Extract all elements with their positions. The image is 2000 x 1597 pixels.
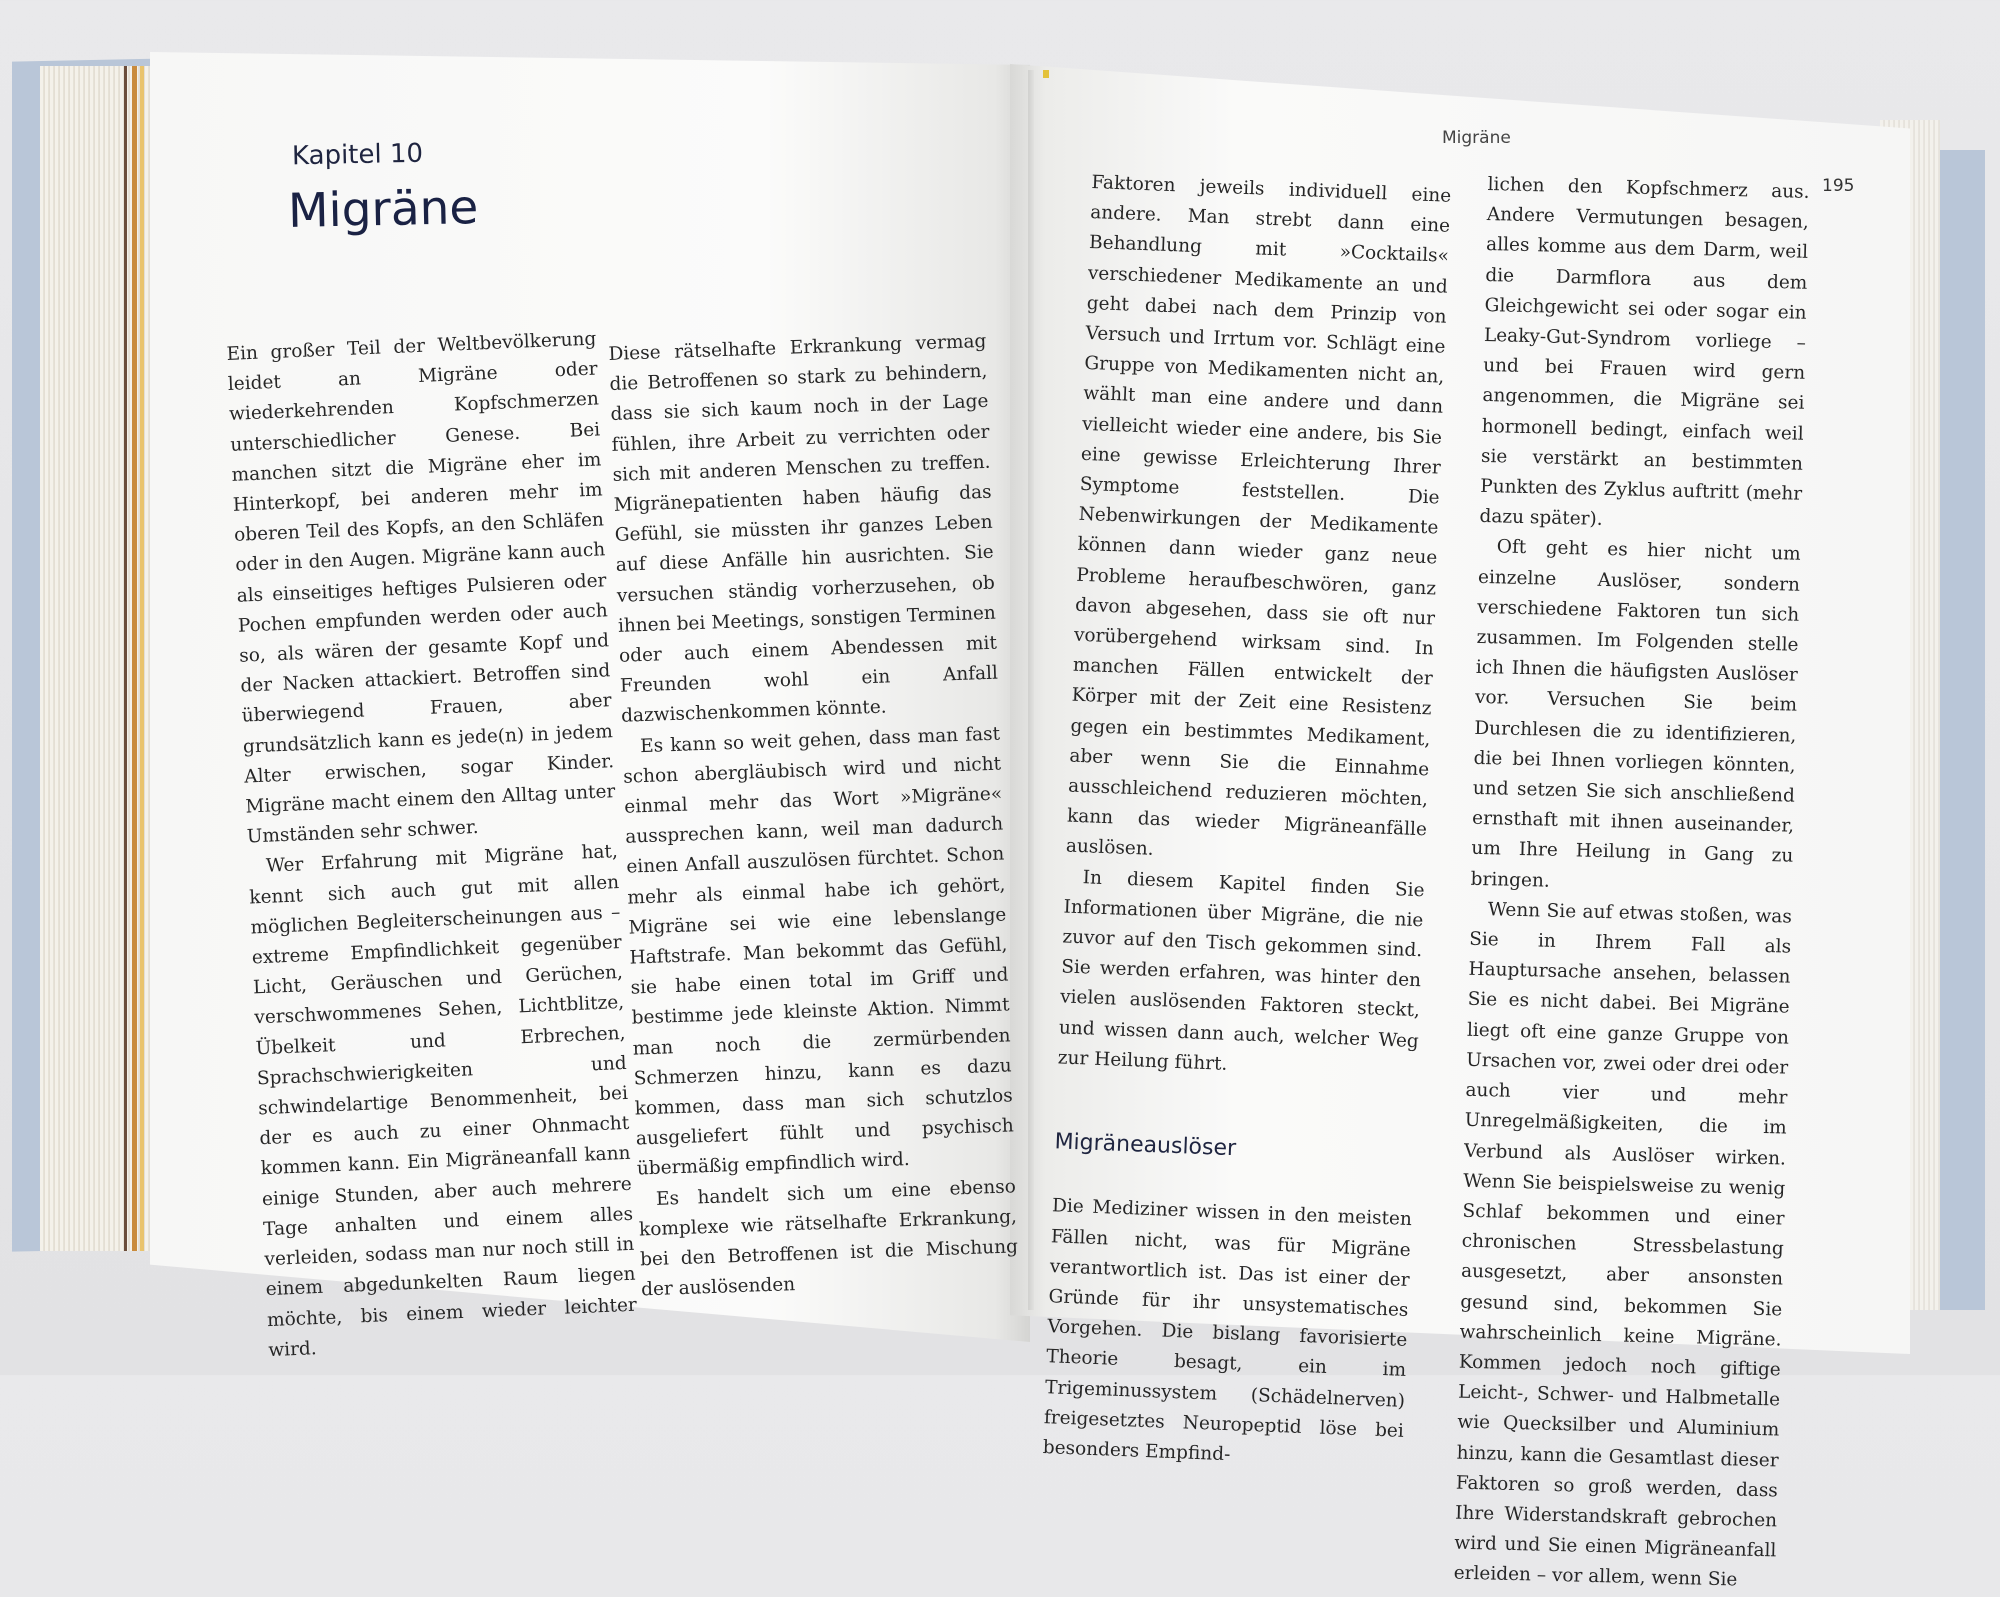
text-column-3 [1042, 168, 1451, 1477]
section-heading: Migräneauslöser [1054, 1129, 1237, 1162]
paragraph: lichen den Kopfschmerz aus. Andere Vermutungen besagen, alles komme aus dem Darm, weil die Darmflora aus dem Gleichgewicht sei oder sogar ein Leaky-Gut-Syndrom vorliege – und bei Frauen wird gern angenommen, die Migräne sei hormonell bedingt, einfach weil sie verstärkt an bestimmten Punkten des Zyklus auftritt (mehr dazu später). [1479, 173, 1810, 531]
paragraph: Oft geht es hier nicht um einzelne Auslöser, sondern verschiedene Faktoren tun sich zusammen. Im Folgenden stelle ich Ihnen die häufigsten Auslöser vor. Versuchen Sie beim Durchlesen die zu identifizieren, die bei Ihnen vorliegen könnten, und setzen Sie sich anschließend ernsthaft mit ihnen auseinander, um Ihre Heilung in Gang zu bringen. [1470, 536, 1801, 892]
paragraph: Es kann so weit gehen, dass man fast schon abergläubisch wird und nicht einmal mehr das Wort »Migräne« aussprechen kann, weil man dadurch einen Anfall auszulösen fürchtet. Schon mehr als einmal habe ich gehört, Migräne sei wie eine lebenslange Haftstrafe. Man bekommt das Gefühl, sie habe einen total im Griff und bestimme jede kleinste Aktion. Nimmt man noch die zermürbenden Schmerzen hinzu, kann es dazu kommen, dass man sich schutzlos ausgeliefert fühlt und psychisch übermäßig empfindlich wird. [622, 723, 1015, 1180]
text-column-2 [608, 327, 1020, 1306]
chapter-label: Kapitel 10 [291, 138, 424, 172]
paragraph: In diesem Kapitel finden Sie Informationen über Migräne, die nie zuvor auf den Tisch gekommen sind. Sie werden erfahren, was hinter den vielen auslösenden Faktoren steckt, und wissen dann auch, welcher Weg zur Heilung führt. [1057, 866, 1425, 1075]
text-column-1 [226, 325, 639, 1366]
paragraph: Faktoren jeweils individuell eine andere. Man strebt dann eine Behandlung mit »Cocktails« verschiedener Medikamente an und geht dabei nach dem Prinzip von Versuch und Irrtum vor. Schlägt eine Gruppe von Medikamenten nicht an, wählt man eine andere und dann vielleicht wieder eine andere, bis Sie eine gewisse Erleichterung Ihrer Symptome feststellen. Die Nebenwirkungen der Medikamente können dann wieder ganz neue Probleme heraufbeschwören, ganz davon abgesehen, dass sie oft nur vorübergehend wirksam sind. In manchen Fällen entwickelt der Körper mit der Zeit eine Resistenz gegen ein bestimmtes Medikament, aber wenn Sie die Einnahme ausschleichend reduzieren möchten, kann das wieder Migräneanfälle auslösen. [1065, 171, 1452, 861]
page-number: 195 [1822, 176, 1855, 196]
bookmark-ribbon [1043, 70, 1049, 78]
paragraph: Es handelt sich um eine ebenso komplexe wie rätselhafte Erkrankung, bei den Betroffenen ist die Mischung der auslösenden [638, 1175, 1019, 1301]
paragraph: Ein großer Teil der Weltbevölkerung leidet an Migräne oder wiederkehrenden Kopfschmerzen unterschiedlicher Genese. Bei manchen sitzt die Migräne eher im Hinterkopf, bei anderen mehr im oberen Teil des Kopfs, an den Schläfen oder in den Augen. Migräne kann auch als einseitiges heftiges Pulsieren oder Pochen empfunden werden oder auch so, als wären der gesamte Kopf und der Nacken attackiert. Betroffen sind überwiegend Frauen, aber grundsätzlich kann es jede(n) in jedem Alter erwischen, sogar Kinder. Migräne macht einem den Alltag unter Umständen sehr schwer. [226, 328, 616, 848]
page-edge-band [124, 66, 127, 1251]
paragraph: Die Mediziner wissen in den meisten Fällen nicht, was für Migräne verantwortlich ist. Das ist einer der Gründe für ihr unsystematisches Vorgehen. Die bislang favorisierte Theorie besagt, ein im Trigeminussystem (Schädelnerven) freigesetztes Neuropeptid löse bei besonders Empfind- [1042, 1195, 1413, 1466]
chapter-title: Migräne [287, 180, 479, 239]
page-edge-band [132, 66, 137, 1251]
running-head: Migräne [1442, 128, 1511, 148]
paragraph: Wenn Sie auf etwas stoßen, was Sie in Ihrem Fall als Hauptursache ansehen, belassen Sie es nicht dabei. Bei Migräne liegt oft eine ganze Gruppe von Ursachen vor, zwei oder drei oder auch vier und mehr Unregelmäßigkeiten, die im Verbund als Auslöser wirken. Wenn Sie beispielsweise zu wenig Schlaf bekommen und einer chronischen Stressbelastung ausgesetzt, aber ansonsten gesund sind, bekommen Sie wahrscheinlich keine Migräne. Kommen jedoch noch giftige Leicht-, Schwer- und Halbmetalle wie Quecksilber und Aluminium hinzu, kann die Gesamtlast dieser Faktoren so groß werden, dass Ihre Widerstandskraft gebrochen wird und Sie einen Migräneanfall erleiden – vor allem, wenn Sie [1453, 899, 1793, 1591]
book-gutter [1028, 70, 1034, 1310]
paragraph: Wer Erfahrung mit Migräne hat, kennt sich auch gut mit allen möglichen Begleiterscheinungen aus – extreme Empfindlichkeit gegenüber Licht, Geräuschen und Gerüchen, verschwommenes Sehen, Lichtblitze, Übelkeit und Erbrechen, Sprachschwierigkeiten und schwindelartige Benommenheit, bei der es auch zu einer Ohnmacht kommen kann. Ein Migräneanfall kann einige Stunden, aber auch mehrere Tage anhalten und einem alles verleiden, sodass man nur noch still in einem abgedunkelten Raum liegen möchte, bis einem wieder leichter wird. [248, 841, 638, 1361]
text-column-4 [1453, 170, 1810, 1597]
paragraph: Diese rätselhafte Erkrankung vermag die Betroffenen so stark zu behindern, dass sie sich kaum noch in der Lage fühlen, ihre Arbeit zu verrichten oder sich mit anderen Menschen zu treffen. Migränepatienten haben häufig das Gefühl, sie müssten ihr ganzes Leben auf diese Anfälle hin ausrichten. Sie versuchen ständig vorherzusehen, ob ihnen bei Meetings, sonstigen Terminen oder auch einem Abendessen mit Freunden wohl ein Anfall dazwischenkommen könnte. [608, 330, 999, 728]
page-edge-band [140, 66, 144, 1251]
